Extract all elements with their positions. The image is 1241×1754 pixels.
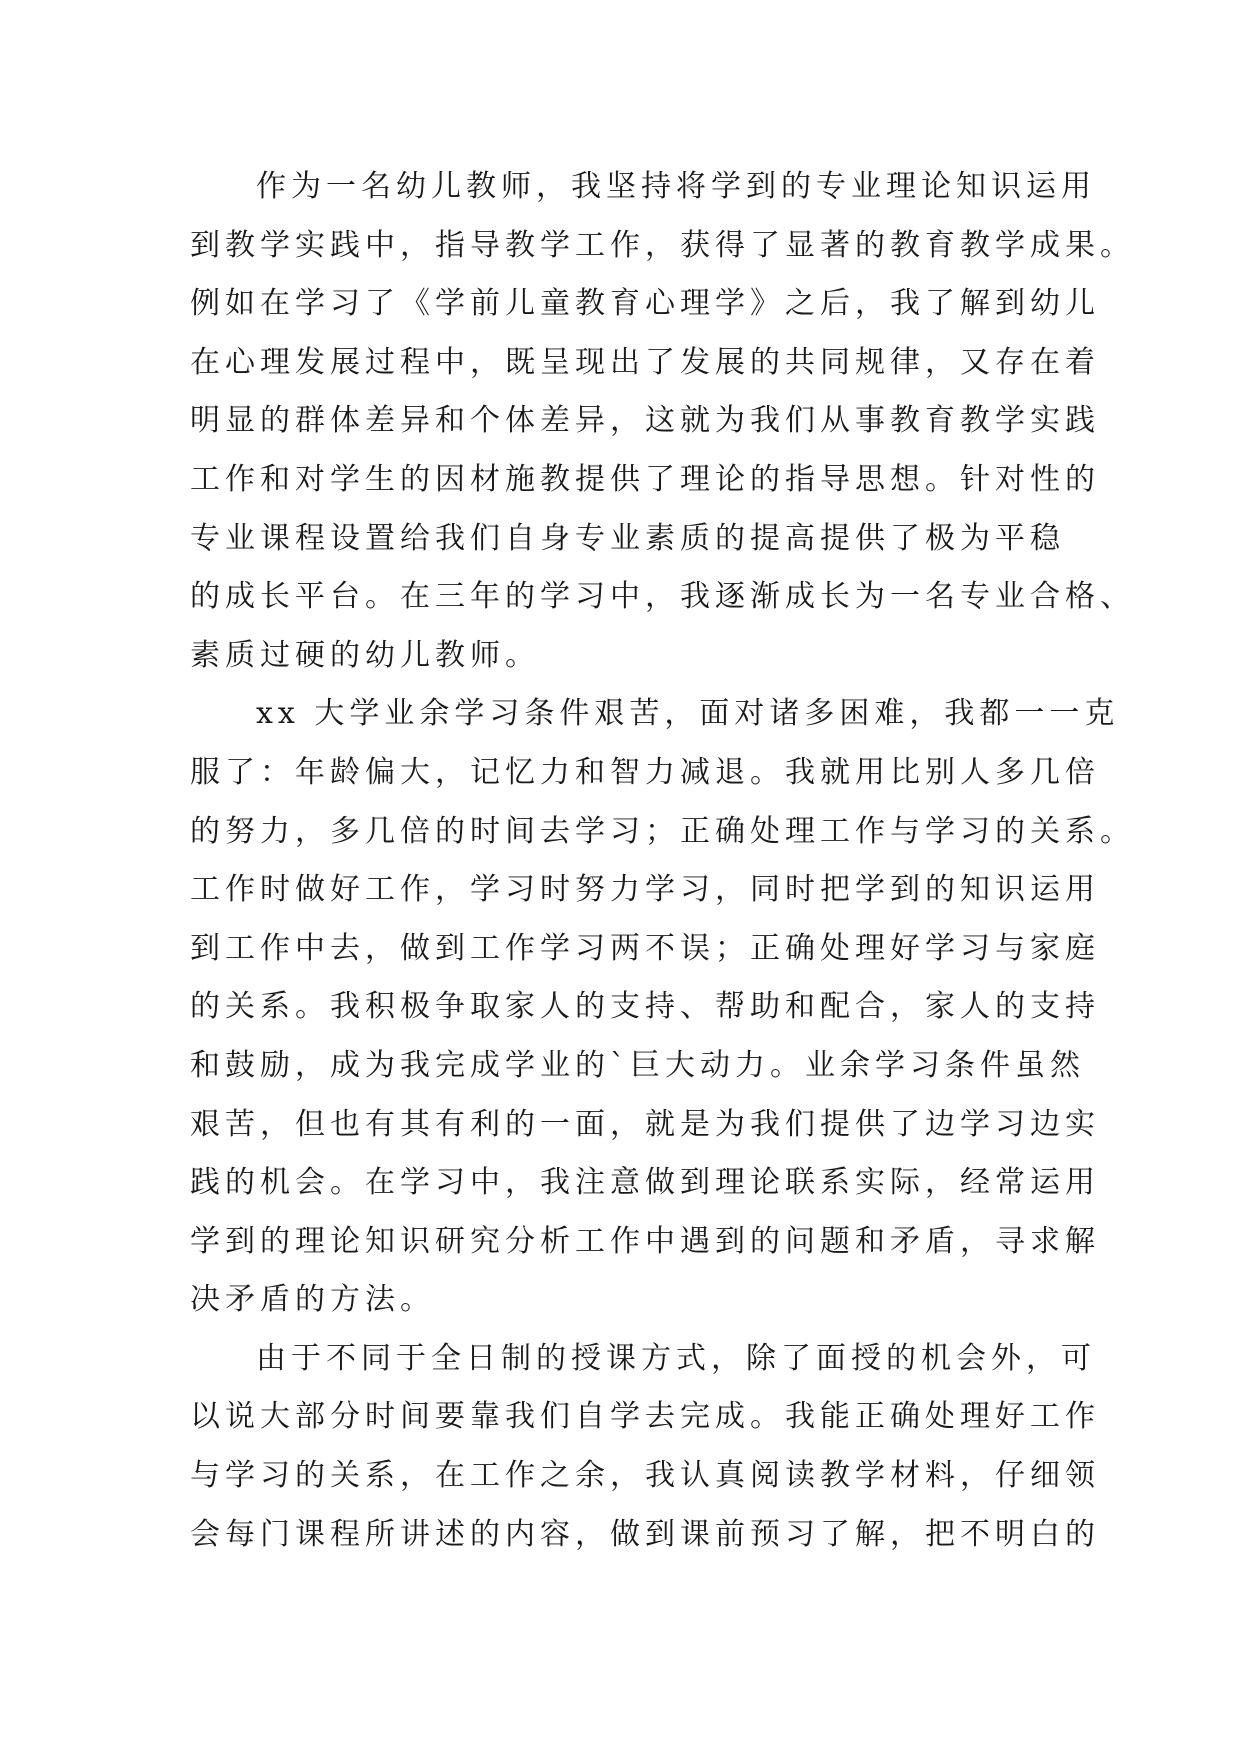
paragraph-1-line-9: 素质过硬的幼儿教师。 — [190, 637, 540, 673]
paragraph-3-line-2: 以说大部分时间要靠我们自学去完成。我能正确处理好工作 — [190, 1399, 1100, 1435]
paragraph-2-line-4: 工作时做好工作，学习时努力学习，同时把学到的知识运用 — [190, 872, 1100, 908]
paragraph-3-line-4: 会每门课程所讲述的内容，做到课前预习了解，把不明白的 — [190, 1516, 1100, 1552]
paragraph-2-line-9: 践的机会。在学习中，我注意做到理论联系实际，经常运用 — [190, 1165, 1100, 1201]
paragraph-1-line-8: 的成长平台。在三年的学习中，我逐渐成长为一名专业合格、 — [190, 579, 1135, 615]
paragraph-2-line-6: 的关系。我积极争取家人的支持、帮助和配合，家人的支持 — [190, 989, 1100, 1025]
paragraph-1-line-6: 工作和对学生的因材施教提供了理论的指导思想。针对性的 — [190, 461, 1100, 497]
paragraph-1-line-7: 专业课程设置给我们自身专业素质的提高提供了极为平稳 — [190, 520, 1065, 556]
paragraph-1-line-1: 作为一名幼儿教师，我坚持将学到的专业理论知识运用 — [256, 169, 1096, 204]
paragraph-3-line-1: 由于不同于全日制的授课方式，除了面授的机会外，可 — [256, 1340, 1096, 1376]
paragraph-2-line-8: 艰苦，但也有其有利的一面，就是为我们提供了边学习边实 — [190, 1106, 1100, 1142]
paragraph-1-line-2: 到教学实践中，指导教学工作，获得了显著的教育教学成果。 — [190, 227, 1135, 263]
paragraph-2-line-7: 和鼓励，成为我完成学业的`巨大动力。业余学习条件虽然 — [190, 1047, 1085, 1083]
document-body — [190, 158, 1135, 1564]
paragraph-1-line-5: 明显的群体差异和个体差异，这就为我们从事教育教学实践 — [190, 403, 1100, 439]
paragraph-1-line-4: 在心理发展过程中，既呈现出了发展的共同规律，又存在着 — [190, 344, 1100, 380]
paragraph-2-line-10: 学到的理论知识研究分析工作中遇到的问题和矛盾，寻求解 — [190, 1223, 1100, 1259]
paragraph-2-line-11: 决矛盾的方法。 — [190, 1282, 435, 1318]
paragraph-3-line-3: 与学习的关系，在工作之余，我认真阅读教学材料，仔细领 — [190, 1458, 1100, 1494]
paragraph-2-line-3: 的努力，多几倍的时间去学习；正确处理工作与学习的关系。 — [190, 813, 1135, 849]
paragraph-1-line-3: 例如在学习了《学前儿童教育心理学》之后，我了解到幼儿 — [190, 286, 1100, 322]
paragraph-2-line-5: 到工作中去，做到工作学习两不误；正确处理好学习与家庭 — [190, 930, 1100, 966]
paragraph-2-line-1: xx 大学业余学习条件艰苦，面对诸多困难，我都一一克 — [256, 696, 1120, 732]
paragraph-2-line-2: 服了：年龄偏大，记忆力和智力减退。我就用比别人多几倍 — [190, 754, 1100, 790]
